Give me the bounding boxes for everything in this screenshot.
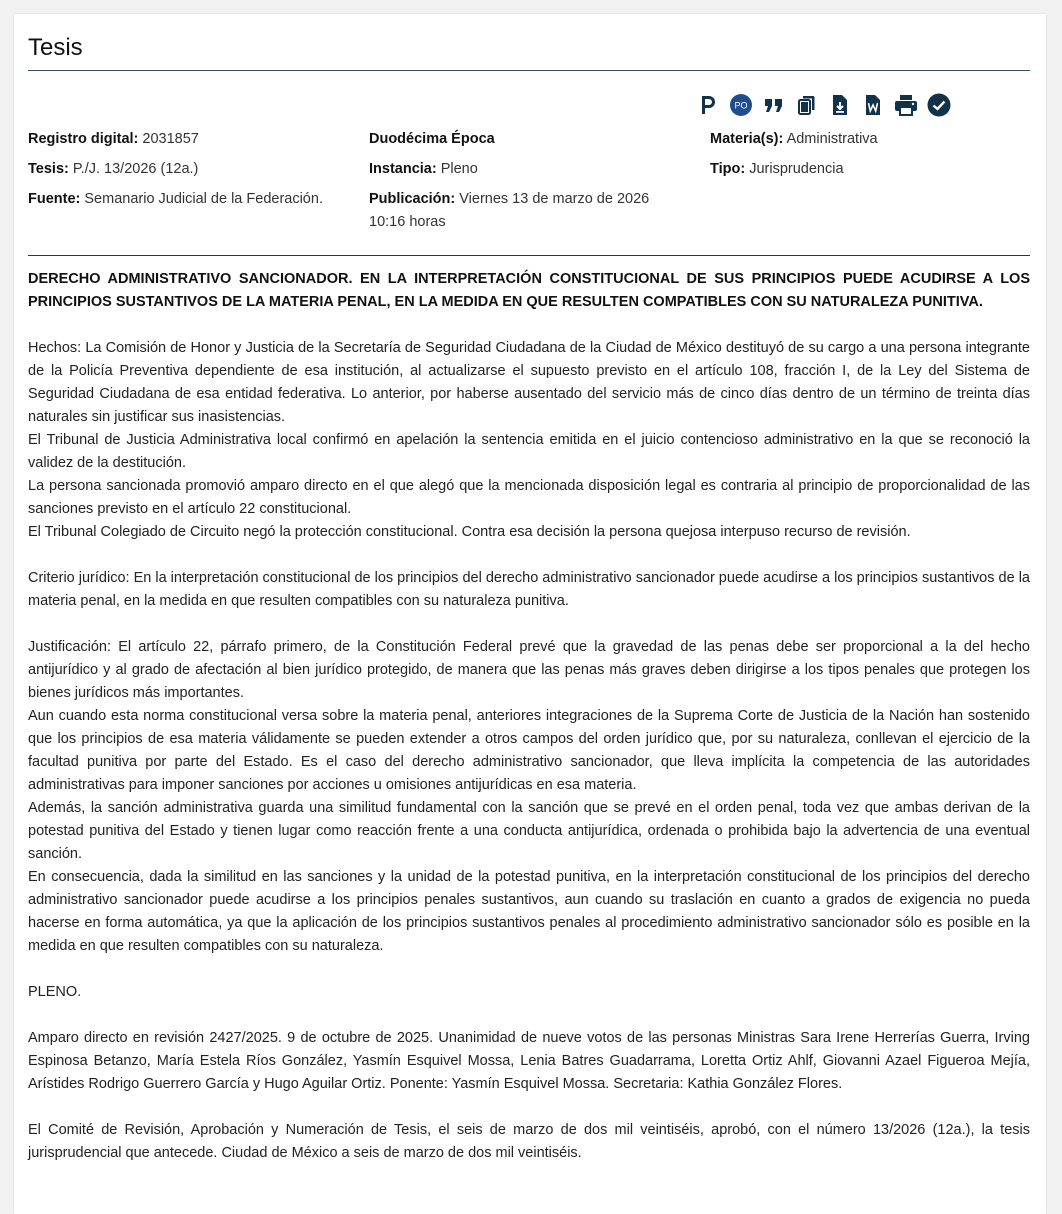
- instancia: [369, 158, 689, 181]
- precedent-paragraph: Amparo directo en revisión 2427/2025. 9 de octubre de 2025. Unanimidad de nueve votos de las personas Ministras Sara Irene Herrerías Guerra, Irving Espinosa Betanzo, María Estela Ríos González, Yasmín Esquivel Mossa, Lenia Batres Guadarrama, Loretta Ortiz Ahlf, Giovanni Azael Figueroa Mejía, Arístides Rodrigo Guerrero García y Hugo Aguilar Ortiz. Ponente: Yasmín Esquivel Mossa. Secretaria: Kathia González Flores.: [28, 1030, 1030, 1092]
- print-icon[interactable]: [893, 92, 919, 118]
- publicacion: [369, 188, 689, 234]
- fuente: [28, 188, 358, 211]
- svg-text:PO: PO: [734, 100, 748, 111]
- action-toolbar: [695, 92, 952, 118]
- criterio-paragraph: Criterio jurídico: En la interpretación constitucional de los principios del derecho administrativo sancionador puede acudirse a los principios sustantivos de la materia penal, en la medida en que resulten compatibles con su naturaleza punitiva.: [28, 570, 1030, 609]
- hechos-paragraph: Hechos: La Comisión de Honor y Justicia de la Secretaría de Seguridad Ciudadana de la Ciudad de México destituyó de su cargo a una persona integrante de la Policía Preventiva dependiente de esa institución, al actualizarse el supuesto previsto en el artículo 108, fracción I, de la Ley del Sistema de Seguridad Ciudadana de esa entidad federativa. Lo anterior, por haberse ausentado del servicio más de cinco días dentro de un término de treinta días naturales sin justificar sus inasistencias.: [28, 340, 1030, 425]
- committee-paragraph: El Comité de Revisión, Aprobación y Numeración de Tesis, el seis de marzo de dos mil veintiséis, aprobó, con el número 13/2026 (12a.), la tesis jurisprudencial que antecede. Ciudad de México a seis de marzo de dos mil veintiséis.: [28, 1122, 1030, 1161]
- download-icon[interactable]: [827, 92, 853, 118]
- instancia-value: Pleno: [440, 161, 478, 177]
- check-circle-icon[interactable]: [926, 92, 952, 118]
- metadata-column-3: [710, 128, 1030, 188]
- materia-label: Materia(s):: [710, 131, 784, 147]
- registro-value: 2031857: [142, 131, 199, 147]
- tipo-value: Jurisprudencia: [749, 161, 844, 177]
- word-document-icon[interactable]: [860, 92, 886, 118]
- hechos-paragraph: La persona sancionada promovió amparo directo en el que alegó que la mencionada disposición legal es contraria al principio de proporcionalidad de las sanciones previsto en el artículo 22 constitucional.: [28, 478, 1030, 517]
- publicacion-value: Viernes 13 de marzo de 2026 10:16 horas: [369, 191, 650, 230]
- title-divider: [28, 70, 1030, 71]
- registro-digital: [28, 128, 358, 151]
- fuente-label: Fuente:: [28, 191, 81, 207]
- copy-icon[interactable]: [794, 92, 820, 118]
- metadata-column-1: [28, 128, 358, 218]
- quote-icon[interactable]: [761, 92, 787, 118]
- metadata-column-2: [369, 128, 689, 241]
- thesis-card: [14, 14, 1046, 1214]
- justificacion-paragraph: Aun cuando esta norma constitucional versa sobre la materia penal, anteriores integraciones de la Suprema Corte de Justicia de la Nación han sostenido que los principios de esa materia válidamente se pueden extender a otros campos del orden jurídico que, por su naturaleza, conllevan el ejercicio de la facultad punitiva por parte del Estado. Es el caso del derecho administrativo sancionador, que lleva implícita la competencia de las autoridades administrativas para imponer sanciones por acciones u omisiones antijurídicas en esa materia.: [28, 708, 1030, 793]
- tesis-value: P./J. 13/2026 (12a.): [72, 161, 199, 177]
- po-badge-icon[interactable]: [728, 92, 754, 118]
- metadata-divider: [28, 255, 1030, 256]
- tesis-label: Tesis:: [28, 161, 69, 177]
- publicacion-label: Publicación:: [369, 191, 456, 207]
- paragraph-p-icon[interactable]: [695, 92, 721, 118]
- epoca-value: Duodécima Época: [369, 131, 495, 147]
- thesis-heading: DERECHO ADMINISTRATIVO SANCIONADOR. EN LA INTERPRETACIÓN CONSTITUCIONAL DE SUS PRINCIPIOS PUEDE ACUDIRSE A LOS PRINCIPIOS SUSTANTIVOS DE LA MATERIA PENAL, EN LA MEDIDA EN QUE RESULTEN COMPATIBLES CON SU NATURALEZA PUNITIVA.: [28, 271, 1030, 310]
- fuente-value: Semanario Judicial de la Federación.: [84, 191, 323, 207]
- instancia-label: Instancia:: [369, 161, 437, 177]
- tesis-number: [28, 158, 358, 181]
- hechos-paragraph: El Tribunal de Justicia Administrativa local confirmó en apelación la sentencia emitida en el juicio contencioso administrativo en la que se reconoció la validez de la destitución.: [28, 432, 1030, 471]
- hechos-paragraph: El Tribunal Colegiado de Circuito negó la protección constitucional. Contra esa decisión la persona quejosa interpuso recurso de revisión.: [28, 524, 911, 540]
- justificacion-paragraph: Además, la sanción administrativa guarda una similitud fundamental con la sanción que se prevé en el orden penal, toda vez que ambas derivan de la potestad punitiva del Estado y tienen lugar como reacción frente a una conducta antijurídica, ordenada o prohibida bajo la advertencia de una eventual sanción.: [28, 800, 1030, 862]
- registro-label: Registro digital:: [28, 131, 139, 147]
- materia-value: Administrativa: [786, 131, 878, 147]
- tipo-label: Tipo:: [710, 161, 746, 177]
- tipo: [710, 158, 1030, 181]
- materia: [710, 128, 1030, 151]
- justificacion-paragraph: En consecuencia, dada la similitud en las sanciones y la unidad de la potestad punitiva, en la interpretación constitucional de los principios del derecho administrativo sancionador puede acudirse a los principios penales sustantivos, aun cuando su traslación en cuanto a grados de exigencia no pueda hacerse en forma automática, ya que la aplicación de los principios sustantivos penales al procedimiento administrativo sancionador sólo es posible en la medida en que resulten compatibles con su naturaleza.: [28, 869, 1030, 954]
- epoca: [369, 128, 689, 151]
- pleno-label: PLENO.: [28, 984, 82, 1000]
- justificacion-paragraph: Justificación: El artículo 22, párrafo primero, de la Constitución Federal prevé que la gravedad de las penas debe ser proporcional a la del hecho antijurídico y al grado de afectación al bien jurídico protegido, de manera que las penas más graves deben dirigirse a los tipos penales que protegen los bienes jurídicos más importantes.: [28, 639, 1030, 701]
- thesis-body: [28, 268, 1030, 1165]
- page-title: Tesis: [28, 34, 83, 61]
